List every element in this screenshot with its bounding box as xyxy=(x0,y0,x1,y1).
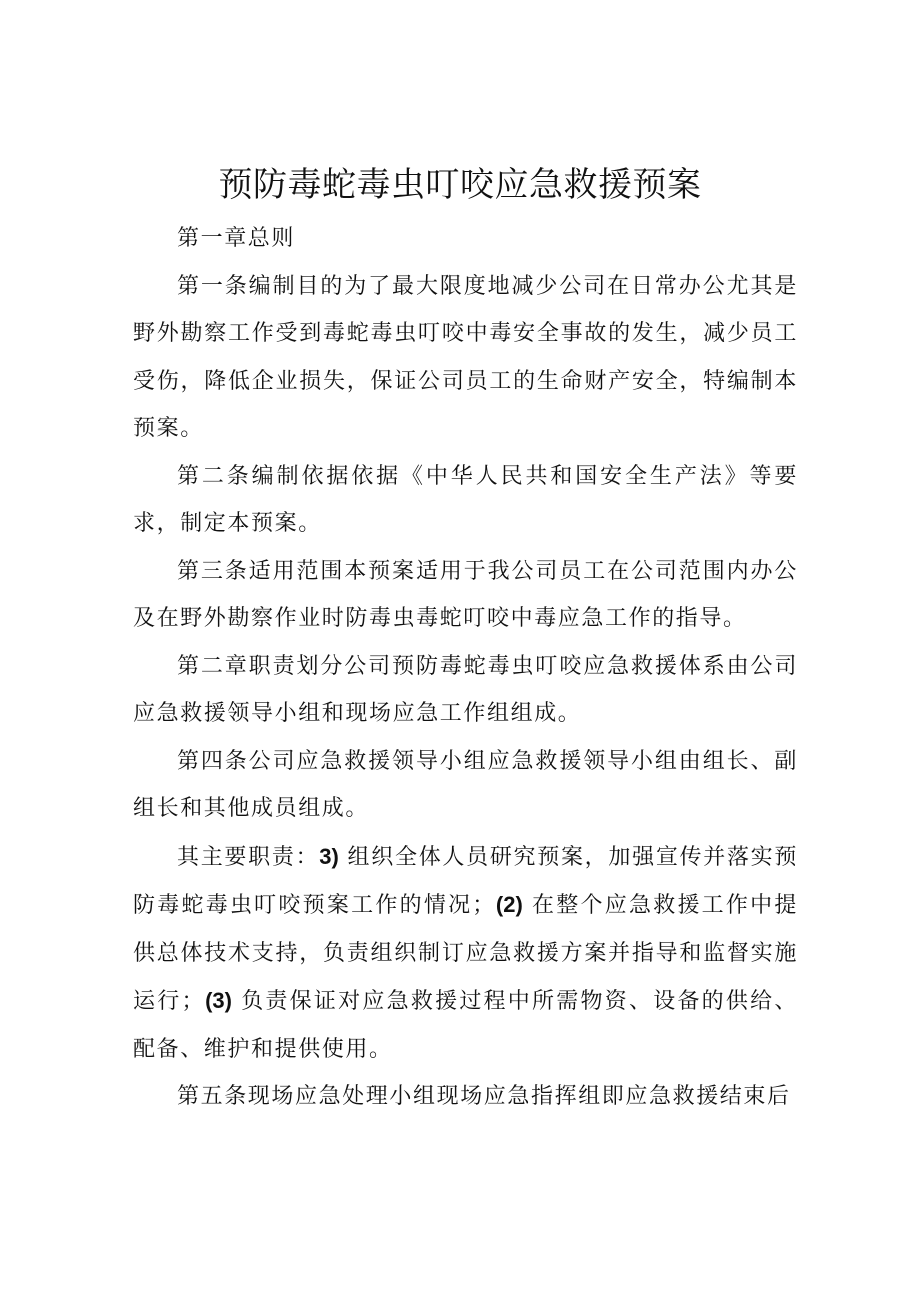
article-4: 第四条公司应急救援领导小组应急救援领导小组由组长、副组长和其他成员组成。 xyxy=(133,748,798,821)
article-2: 第二条编制依据依据《中华人民共和国安全生产法》等要求，制定本预案。 xyxy=(133,463,798,536)
article-1: 第一条编制目的为了最大限度地减少公司在日常办公尤其是野外勘察工作受到毒蛇毒虫叮咬中毒安全事故的发生，减少员工受伤，降低企业损失，保证公司员工的生命财产安全，特编制本预案。 xyxy=(133,273,798,441)
article-5: 第五条现场应急处理小组现场应急指挥组即应急救援结束后 xyxy=(177,1084,791,1109)
duty-item-1: 组织全体人员研究预案，加强宣传并落实预防毒蛇毒虫叮咬预案工作的情况； xyxy=(133,844,798,918)
chapter-1-heading: 第一章总则 xyxy=(177,226,296,251)
document-title: 预防毒蛇毒虫叮咬应急救援预案 xyxy=(218,165,702,205)
duty-marker-3: (3) xyxy=(205,988,232,1013)
document-body xyxy=(133,215,798,1121)
duties-paragraph xyxy=(133,833,798,1074)
article-3: 第三条适用范围本预案适用于我公司员工在公司范围内办公及在野外勘察作业时防毒虫毒蛇叮咬中毒应急工作的指导。 xyxy=(133,558,798,631)
duty-item-2: 在整个应急救援工作中提供总体技术支持，负责组织制订应急救援方案并指导和监督实施运行； xyxy=(133,893,798,1014)
duty-item-3: 负责保证对应急救援过程中所需物资、设备的供给、配备、维护和提供使用。 xyxy=(133,989,798,1062)
duties-lead: 其主要职责： xyxy=(177,844,320,870)
duty-marker-1: 3) xyxy=(319,843,339,869)
duty-marker-2: (2) xyxy=(495,892,523,917)
chapter-2-paragraph: 第二章职责划分公司预防毒蛇毒虫叮咬应急救援体系由公司应急救援领导小组和现场应急工作组组成。 xyxy=(133,653,798,726)
